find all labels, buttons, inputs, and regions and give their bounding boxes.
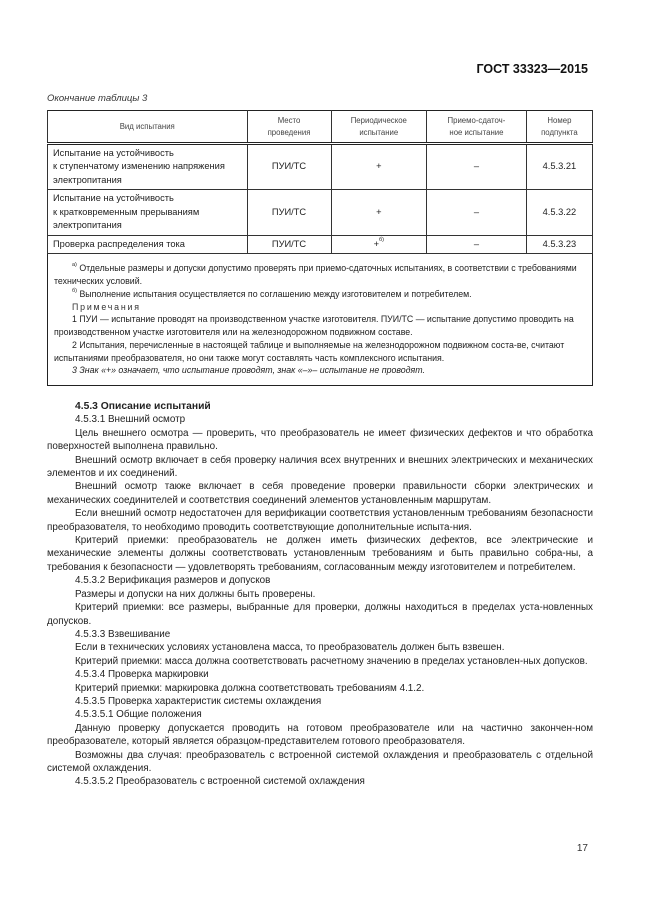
- header-line: проведения: [267, 127, 311, 137]
- test-table: [47, 110, 593, 254]
- table-caption: Окончание таблицы 3: [47, 93, 148, 104]
- note-1: 1 ПУИ — испытание проводят на производственном участке изготовителя. ПУИ/ТС — испытание допустимо проводить на производственном участке изготовителя или на железнодорожном подвижном составе.: [54, 314, 574, 338]
- paragraph: Внешний осмотр также включает в себя проведение проверки правильности сборки электрических и механических соединителей и соответствия соединений элементов установленным маршрутам.: [47, 481, 593, 506]
- document-header-code: ГОСТ 33323—2015: [476, 62, 588, 76]
- header-line: ное испытание: [449, 127, 504, 137]
- cell-line: Испытание на устойчивость: [53, 193, 174, 204]
- cell-periodic: +: [331, 144, 427, 190]
- cell-subclause: 4.5.3.22: [526, 190, 592, 235]
- cell-subclause: 4.5.3.21: [526, 144, 592, 190]
- paragraph: Критерий приемки: маркировка должна соответствовать требованиям 4.1.2.: [75, 682, 425, 694]
- section-heading: 4.5.3 Описание испытаний: [75, 401, 211, 412]
- cell-location: ПУИ/ТС: [247, 235, 331, 253]
- footnote-mark: б): [72, 287, 77, 294]
- cell-test-type: [48, 144, 248, 190]
- paragraph: Критерий приемки: преобразователь не должен иметь физических дефектов, все электрические и механические элементы должны соответствовать установленным требованиям и быть правильно собра-ны, а требования к безопасности — удовлетворять требованиям, согласованным между изготовителем и потребителем.: [47, 535, 593, 573]
- table-notes-box: [47, 254, 593, 386]
- paragraph: Если внешний осмотр недостаточен для верификации соответствия установленным требованиям безопасности преобразователя, то необходимо проводить соответствующие дополнительные испыта-ния.: [47, 508, 593, 533]
- column-header-location: [247, 111, 331, 144]
- cell-location: ПУИ/ТС: [247, 190, 331, 235]
- cell-periodic: +: [331, 190, 427, 235]
- cell-subclause: 4.5.3.23: [526, 235, 592, 253]
- cell-test-type: [48, 235, 248, 253]
- footnote-text: Отдельные размеры и допуски допустимо проверять при приемо-сдаточных испытаниях, в соответствии с требованиями технических условий.: [54, 263, 577, 287]
- cell-line: электропитания: [53, 174, 122, 185]
- cell-acceptance: –: [427, 144, 527, 190]
- footnote-mark: а): [72, 262, 77, 269]
- test-table-container: [47, 110, 593, 386]
- notes-title: Примечания: [72, 301, 141, 312]
- paragraph: Внешний осмотр включает в себя проверку наличия всех внутренних и внешних электрических и механических элементов и их соединений.: [47, 454, 593, 480]
- cell-acceptance: –: [427, 190, 527, 235]
- paragraph: Размеры и допуски на них должны быть проверены.: [75, 588, 316, 600]
- table-header-row: [48, 111, 593, 144]
- header-line: Место: [277, 115, 301, 125]
- column-header-subclause: [526, 111, 592, 144]
- subclause-heading: 4.5.3.5 Проверка характеристик системы охлаждения: [75, 695, 322, 707]
- paragraph: Критерий приемки: все размеры, выбранные для проверки, должны находиться в пределах уста-новленных допусков.: [47, 602, 593, 627]
- paragraph: Критерий приемки: масса должна соответствовать расчетному значению в пределах установлен-ных допусков.: [75, 655, 588, 667]
- cell-location: ПУИ/ТС: [247, 144, 331, 190]
- cell-line: к кратковременным прерываниям: [53, 206, 200, 217]
- header-line: Номер: [547, 115, 572, 125]
- paragraph: Цель внешнего осмотра — проверить, что преобразователь не имеет физических дефектов и что обработка поверхностей выполнена правильно.: [47, 427, 593, 453]
- footnote-reference: б): [379, 236, 384, 243]
- footnote-a: [54, 262, 586, 288]
- cell-test-type: [48, 190, 248, 235]
- note-2: 2 Испытания, перечисленные в настоящей таблице и выполняемые на железнодорожном подвижном соста-ве, считают испытаниями преобразователя, но они также могут составлять часть комплексного испытания.: [54, 339, 565, 363]
- header-line: испытание: [359, 127, 399, 137]
- cell-line: электропитания: [53, 220, 122, 231]
- header-line: Вид испытания: [119, 121, 175, 131]
- paragraph: Данную проверку допускается проводить на готовом преобразователе или на частично закончен-ном преобразователе, который является образцом-представителем готового преобразователя.: [47, 722, 593, 748]
- paragraph: Если в технических условиях установлена масса, то преобразователь должен быть взвешен.: [75, 642, 505, 654]
- body-section: [47, 400, 593, 789]
- header-line: Приемо-сдаточ-: [447, 115, 506, 125]
- paragraph: Возможны два случая: преобразователь с встроенной системой охлаждения и преобразователь с отдельной системой охлаждения.: [47, 749, 593, 774]
- periodic-mark: +: [373, 238, 380, 249]
- footnote-text: Выполнение испытания осуществляется по соглашению между изготовителем и потребителем.: [79, 288, 472, 299]
- cell-line: Проверка распределения тока: [53, 238, 185, 249]
- cell-line: Испытание на устойчивость: [53, 148, 174, 158]
- table-row: [48, 144, 593, 190]
- header-line: подпункта: [541, 127, 578, 137]
- subclause-heading: 4.5.3.5.1 Общие положения: [75, 709, 202, 721]
- cell-line: к ступенчатому изменению напряжения: [53, 161, 225, 172]
- subclause-heading: 4.5.3.5.2 Преобразователь с встроенной системой охлаждения: [75, 776, 365, 788]
- footnote-b: [54, 288, 586, 301]
- table-row: [48, 190, 593, 235]
- subclause-heading: 4.5.3.1 Внешний осмотр: [75, 414, 186, 426]
- column-header-periodic: [331, 111, 427, 144]
- cell-acceptance: –: [427, 235, 527, 253]
- column-header-acceptance: [427, 111, 527, 144]
- header-line: Периодическое: [350, 115, 407, 125]
- subclause-heading: 4.5.3.4 Проверка маркировки: [75, 669, 209, 681]
- subclause-heading: 4.5.3.2 Верификация размеров и допусков: [75, 575, 271, 587]
- cell-periodic: [331, 235, 427, 253]
- column-header-test-type: [48, 111, 248, 144]
- table-row: [48, 235, 593, 253]
- note-3: 3 Знак «+» означает, что испытание проводят, знак «–»– испытание не проводят.: [72, 365, 425, 376]
- page-number: 17: [576, 843, 588, 854]
- subclause-heading: 4.5.3.3 Взвешивание: [75, 628, 171, 640]
